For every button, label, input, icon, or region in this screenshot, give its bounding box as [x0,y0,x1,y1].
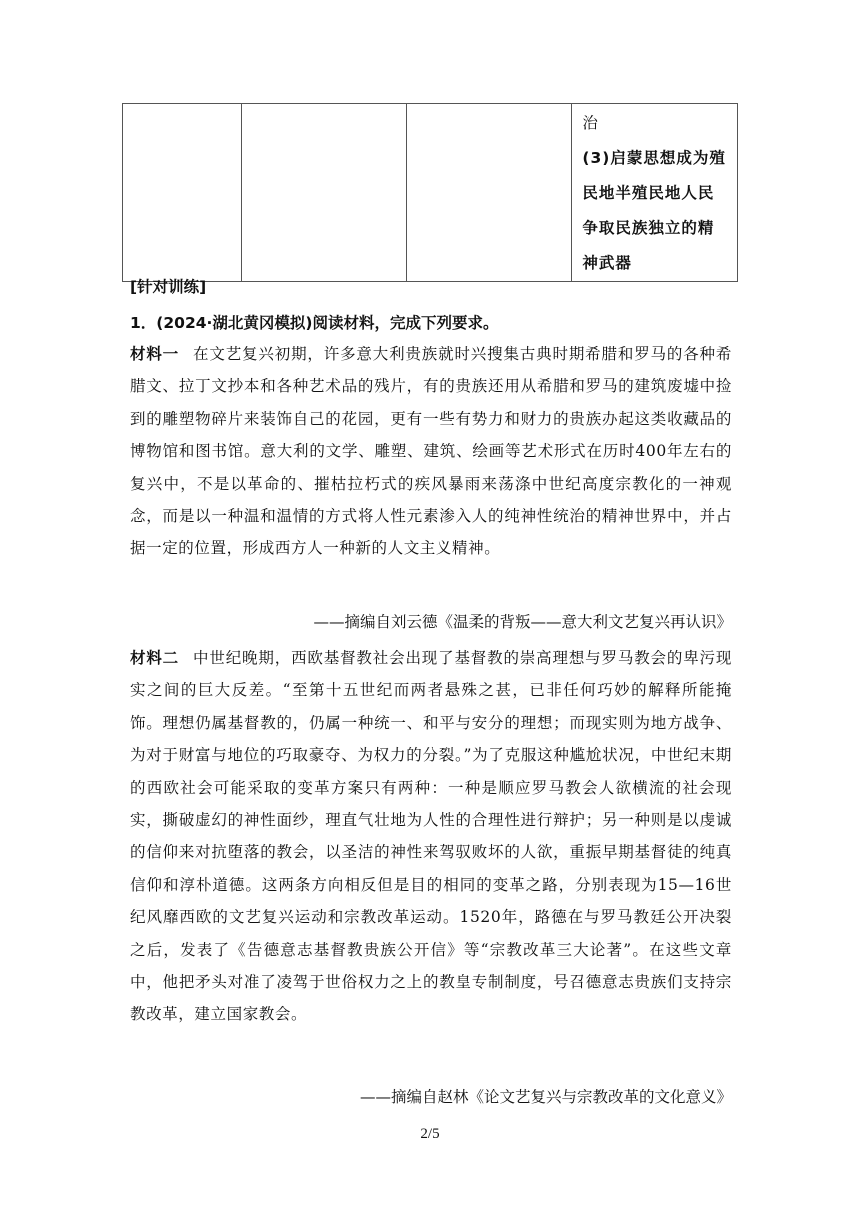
table-cell-1 [123,104,242,282]
material-one-text: 在文艺复兴初期，许多意大利贵族就时兴搜集古典时期希腊和罗马的各种希腊文、拉丁文抄本和各种艺术品的残片，有的贵族还用从希腊和罗马的建筑废墟中捡到的雕塑物碎片来装饰自己的花园，更有一些有势力和财力的贵族办起这类收藏品的博物馆和图书馆。意大利的文学、雕塑、建筑、绘画等艺术形式在历时400年左右的复兴中，不是以革命的、摧枯拉朽式的疾风暴雨来荡涤中世纪高度宗教化的一神观念，而是以一种温和温情的方式将人性元素渗入人的纯神性统治的精神世界中，并占据一定的位置，形成西方人一种新的人文主义精神。 [130,345,732,558]
cell-line: 神武器 [582,254,632,272]
table-cell-2 [241,104,406,282]
table-cell-text [572,104,737,281]
continuation-table [122,103,738,282]
table-cell-4 [572,104,738,282]
material-one-label: 材料一 [130,345,180,363]
section-heading: [针对训练] [130,278,207,296]
material-one-source: ——摘编自刘云德《温柔的背叛——意大利文艺复兴再认识》 [313,613,732,631]
material-two-source: ——摘编自赵林《论文艺复兴与宗教改革的文化意义》 [359,1088,732,1106]
cell-line: (3)启蒙思想成为殖 [582,149,726,167]
cell-line: 治 [582,114,599,132]
table-row [123,104,738,282]
question-stem: 1．(2024·湖北黄冈模拟)阅读材料，完成下列要求。 [130,314,499,332]
page-number: 2/5 [420,1126,440,1142]
material-one [130,338,732,565]
material-two [130,642,732,1031]
cell-line: 民地半殖民地人民 [582,184,715,202]
cell-line: 争取民族独立的精 [582,219,715,237]
table-cell-3 [407,104,572,282]
material-two-text: 中世纪晚期，西欧基督教社会出现了基督教的崇高理想与罗马教会的卑污现实之间的巨大反差。“至第十五世纪而两者悬殊之甚，已非任何巧妙的解释所能掩饰。理想仍属基督教的，仍属一种统一、和平与安分的理想；而现实则为地方战争、为对于财富与地位的巧取豪夺、为权力的分裂。”为了克服这种尴尬状况，中世纪末期的西欧社会可能采取的变革方案只有两种：一种是顺应罗马教会人欲横流的社会现实，撕破虚幻的神性面纱，理直气壮地为人性的合理性进行辩护；另一种则是以虔诚的信仰来对抗堕落的教会，以圣洁的神性来驾驭败坏的人欲，重振早期基督徒的纯真信仰和淳朴道德。这两条方向相反但是目的相同的变革之路，分别表现为15—16世纪风靡西欧的文艺复兴运动和宗教改革运动。1520年，路德在与罗马教廷公开决裂之后，发表了《告德意志基督教贵族公开信》等“宗教改革三大论著”。在这些文章中，他把矛头对准了凌驾于世俗权力之上的教皇专制制度，号召德意志贵族们支持宗教改革，建立国家教会。 [130,649,732,1024]
material-two-label: 材料二 [130,649,180,667]
